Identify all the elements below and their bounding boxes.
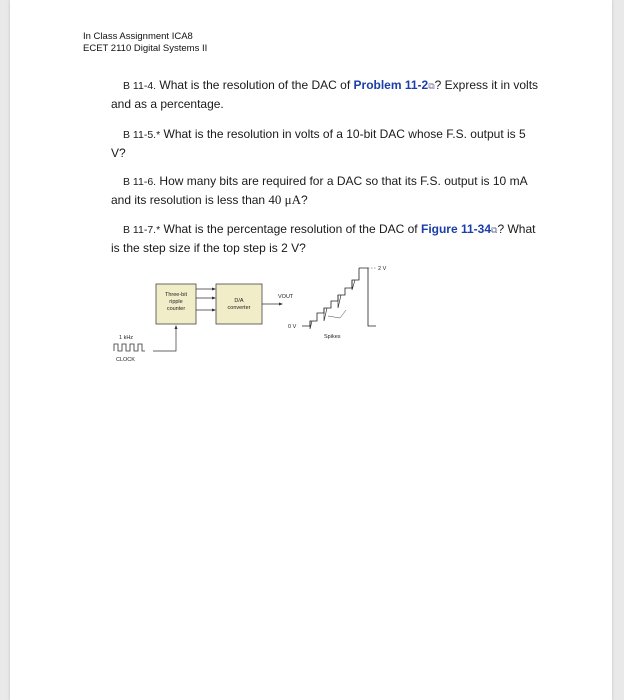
question-text: What is the percentage resolution of the DAC of bbox=[160, 222, 421, 236]
question-number: B 11-7.* bbox=[123, 224, 161, 236]
question-text: How many bits are required for a DAC so that its F.S. output is 10 mA and its resolution is less than bbox=[111, 174, 527, 207]
spikes-label: Spikes bbox=[324, 334, 341, 340]
bit-lines bbox=[196, 289, 213, 310]
problem-11-2-link[interactable]: Problem 11-2 bbox=[353, 78, 429, 92]
dac-label-1: D/A bbox=[234, 298, 244, 304]
dac-block bbox=[216, 284, 262, 324]
reset-drop bbox=[359, 268, 376, 326]
counter-label-3: counter bbox=[166, 306, 186, 312]
spikes-pointer bbox=[340, 310, 346, 318]
bit-arrows bbox=[212, 288, 216, 312]
external-link-icon[interactable]: ⧉ bbox=[428, 81, 435, 91]
question-b11-7 bbox=[111, 220, 541, 257]
course-title: ECET 2110 Digital Systems II bbox=[83, 42, 208, 54]
question-number: B 11-6. bbox=[123, 176, 157, 188]
figure-11-34-link[interactable]: Figure 11-34 bbox=[420, 222, 492, 236]
bottom-voltage-label: 0 V bbox=[288, 324, 297, 330]
dac-label-2: converter bbox=[227, 305, 251, 311]
question-b11-6 bbox=[111, 172, 541, 209]
question-text-end: ? Express it in volts and as a percentage. bbox=[111, 78, 539, 111]
clock-line bbox=[153, 328, 176, 351]
glitch-spikes bbox=[310, 280, 355, 329]
counter-label-1: Three-bit bbox=[164, 292, 188, 298]
question-b11-4 bbox=[111, 76, 541, 113]
vout-arrow bbox=[279, 303, 283, 306]
document-header bbox=[83, 31, 207, 54]
dac-circuit-figure bbox=[10, 258, 612, 368]
document-page bbox=[10, 0, 612, 700]
resolution-value: 40 μA bbox=[268, 192, 302, 207]
clock-arrow bbox=[175, 325, 178, 329]
counter-label-2: ripple bbox=[169, 299, 183, 305]
clock-label: CLOCK bbox=[116, 357, 135, 363]
clock-frequency: 1 kHz bbox=[119, 335, 134, 341]
question-number: B 11-4. bbox=[123, 80, 157, 92]
top-voltage-label: 2 V bbox=[378, 266, 387, 272]
staircase-waveform bbox=[302, 268, 359, 326]
external-link-icon[interactable]: ⧉ bbox=[491, 225, 498, 235]
question-number: B 11-5.* bbox=[123, 129, 161, 141]
assignment-title: In Class Assignment ICA8 bbox=[83, 31, 193, 42]
question-text: What is the resolution in volts of a 10-bit DAC whose F.S. output is 5 V? bbox=[111, 127, 526, 160]
question-text-end: ? What is the step size if the top step is 2 V? bbox=[111, 222, 536, 255]
question-text: What is the resolution of the DAC of bbox=[156, 78, 354, 92]
clock-waveform-icon bbox=[114, 344, 145, 351]
question-text-end: ? bbox=[301, 193, 308, 207]
spikes-pointer bbox=[328, 316, 340, 318]
vout-label: VOUT bbox=[278, 294, 294, 300]
question-b11-5 bbox=[111, 125, 541, 162]
